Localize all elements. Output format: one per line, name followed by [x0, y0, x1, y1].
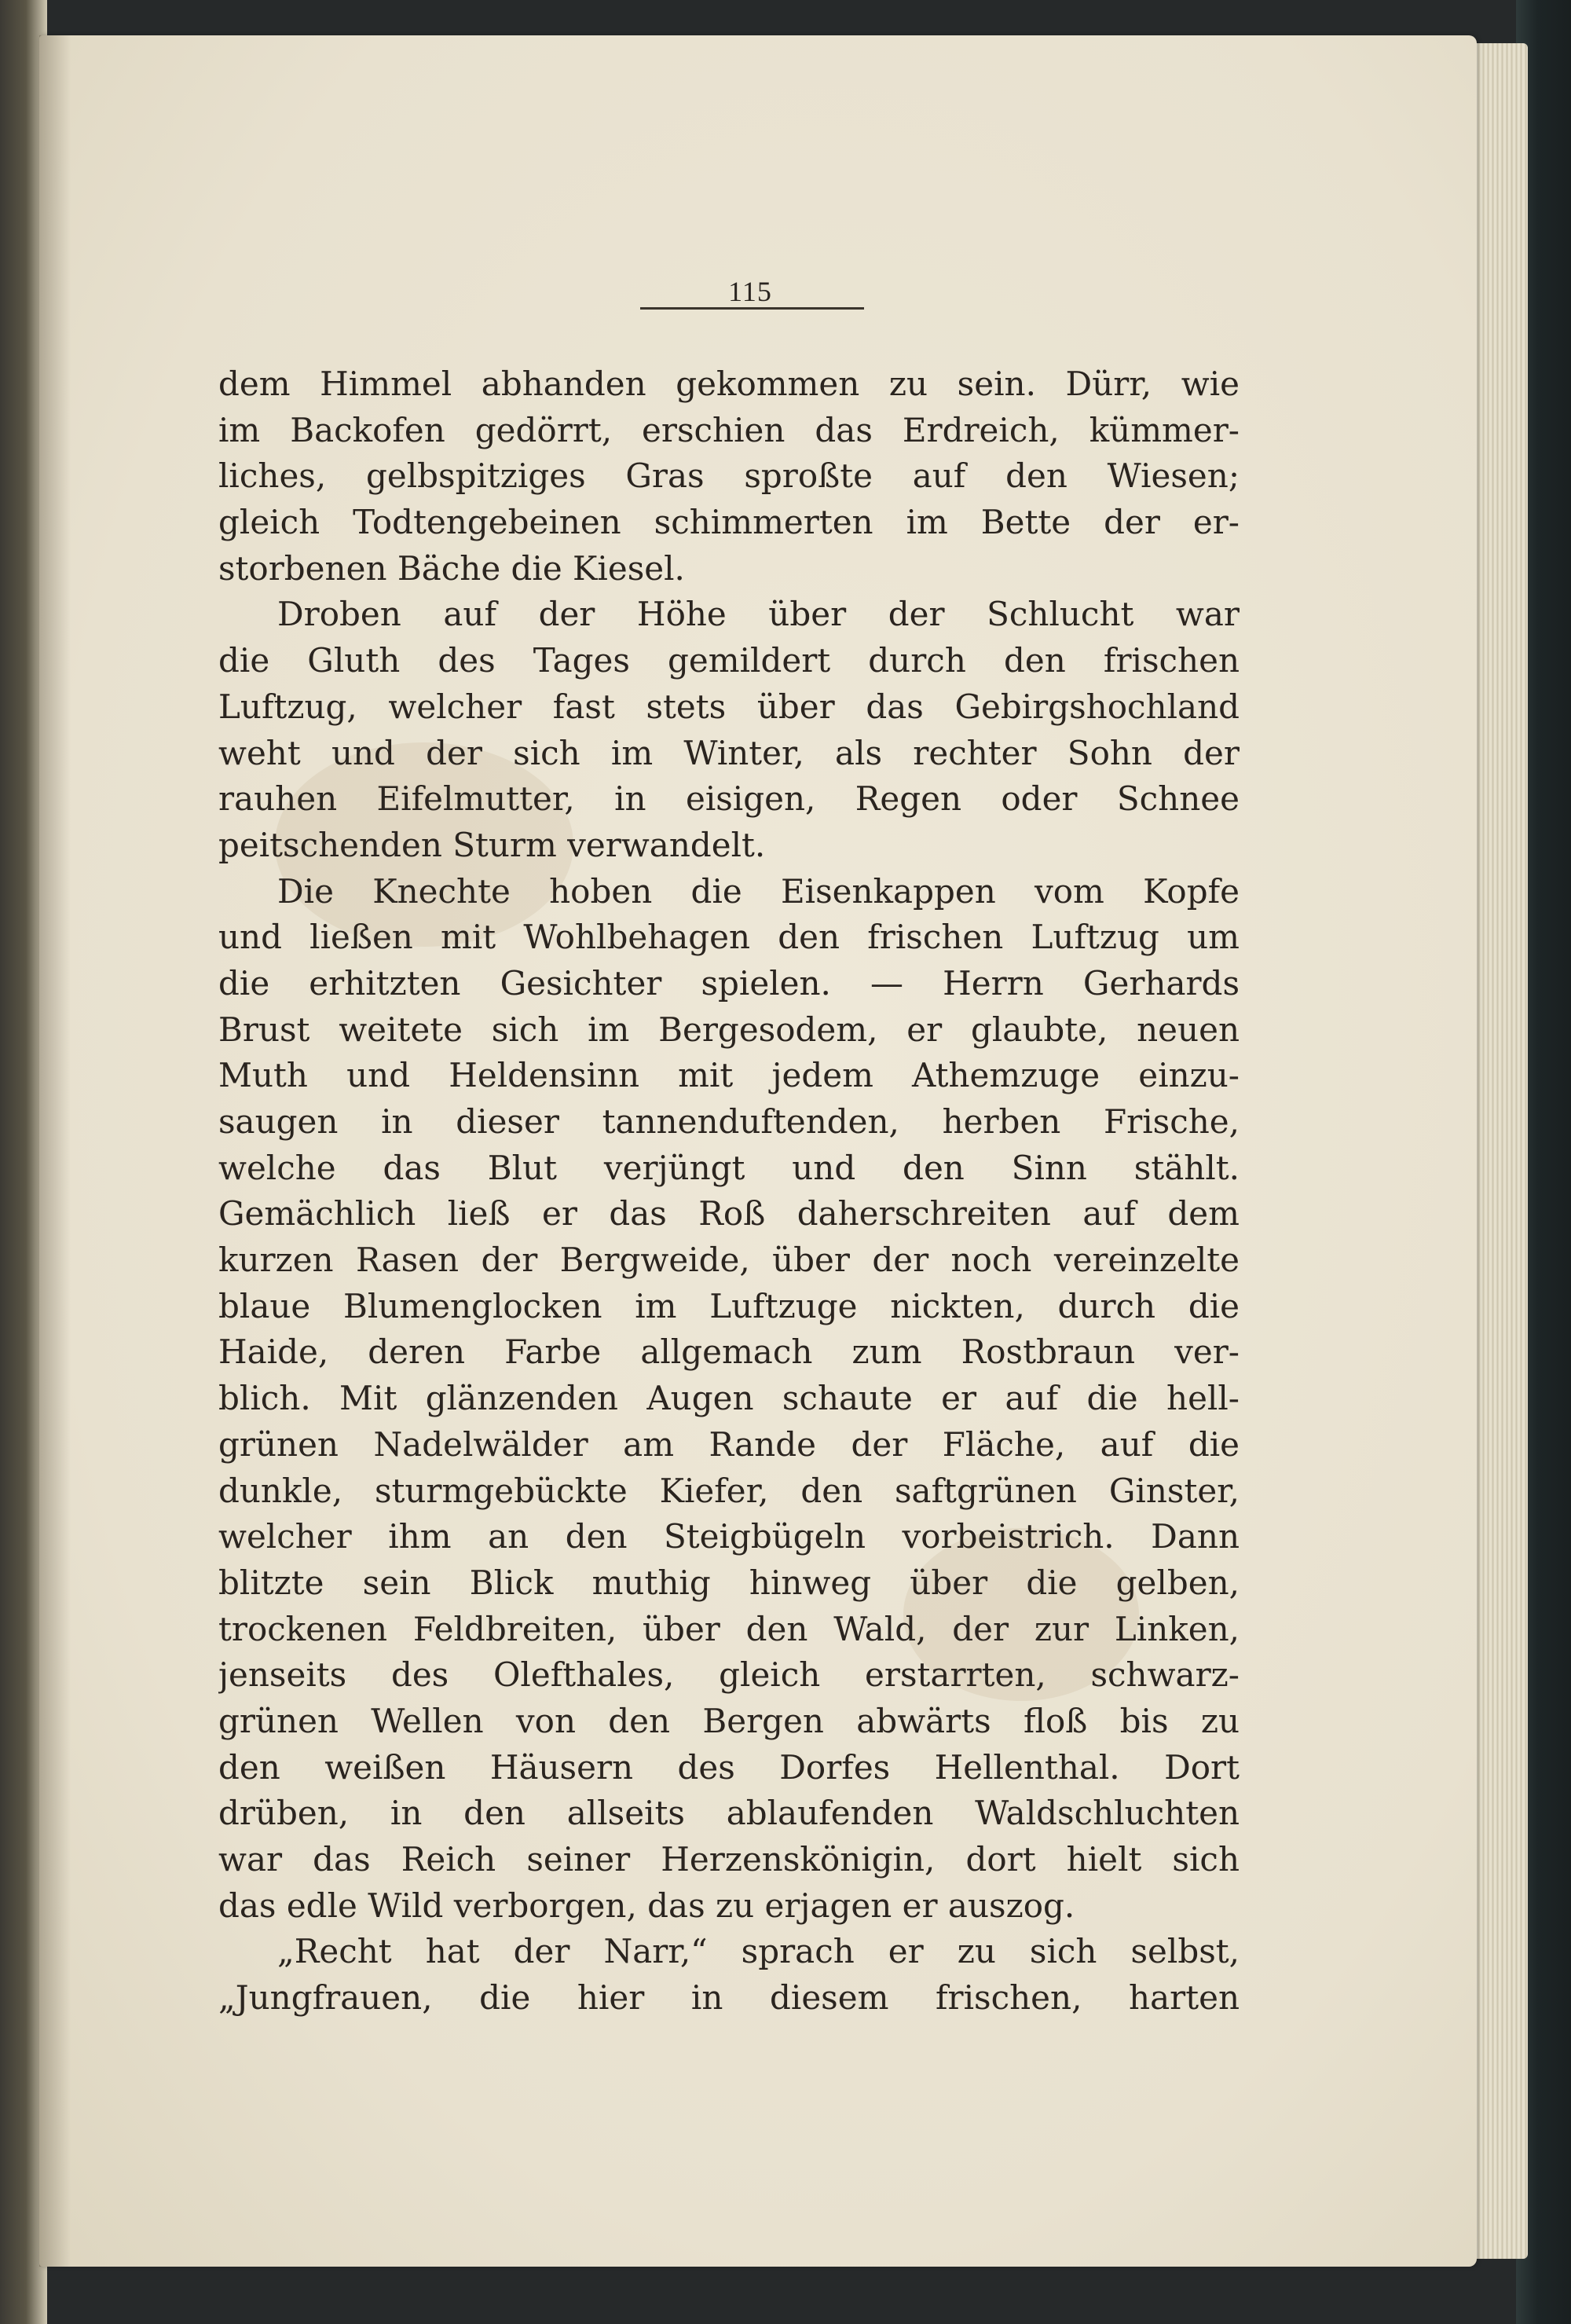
- header-rule: [640, 307, 864, 310]
- text-line: grünen Nadelwälder am Rande der Fläche, auf die: [218, 1424, 1240, 1464]
- text-line: welcher ihm an den Steigbügeln vorbeistrich. Dann: [218, 1517, 1240, 1556]
- book-page: [39, 35, 1477, 2267]
- text-line: trockenen Feldbreiten, über den Wald, der zur Linken,: [218, 1609, 1240, 1648]
- text-line: kurzen Rasen der Bergweide, über der noch vereinzelte: [218, 1241, 1240, 1280]
- text-line: jenseits des Olefthales, gleich erstarrten, schwarz-: [218, 1655, 1240, 1695]
- text-line: storbenen Bäche die Kiesel.: [218, 548, 685, 588]
- gutter-shadow: [39, 35, 71, 2267]
- text-line: weht und der sich im Winter, als rechter Sohn der: [218, 733, 1240, 772]
- text-line: blich. Mit glänzenden Augen schaute er auf die hell-: [218, 1379, 1240, 1418]
- text-line: liches, gelbspitziges Gras sproßte auf den Wiesen;: [218, 456, 1240, 496]
- text-line: gleich Todtengebeinen schimmerten im Bette der er-: [218, 503, 1240, 542]
- text-line: rauhen Eifelmutter, in eisigen, Regen oder Schnee: [218, 779, 1240, 819]
- text-line: Droben auf der Höhe über der Schlucht war: [277, 595, 1240, 634]
- text-line: saugen in dieser tannenduftenden, herben Frische,: [218, 1102, 1240, 1141]
- text-line: Gemächlich ließ er das Roß daherschreiten auf dem: [218, 1194, 1240, 1233]
- text-line: drüben, in den allseits ablaufenden Waldschluchten: [218, 1794, 1240, 1833]
- text-line: war das Reich seiner Herzenskönigin, dort hielt sich: [218, 1840, 1240, 1879]
- text-line: im Backofen gedörrt, erschien das Erdreich, kümmer-: [218, 410, 1240, 449]
- text-line: blitzte sein Blick muthig hinweg über die gelben,: [218, 1563, 1240, 1602]
- text-line: Brust weitete sich im Bergesodem, er glaubte, neuen: [218, 1010, 1240, 1049]
- text-line: das edle Wild verborgen, das zu erjagen er auszog.: [218, 1886, 1075, 1925]
- text-line: Luftzug, welcher fast stets über das Gebirgshochland: [218, 687, 1240, 726]
- text-line: Die Knechte hoben die Eisenkappen vom Kopfe: [277, 871, 1240, 911]
- text-line: blaue Blumenglocken im Luftzuge nickten, durch die: [218, 1286, 1240, 1325]
- text-line: „Jungfrauen, die hier in diesem frischen, harten: [218, 1978, 1240, 2018]
- text-line: den weißen Häusern des Dorfes Hellenthal. Dort: [218, 1747, 1240, 1787]
- body-text: [218, 361, 1240, 2022]
- text-line: grünen Wellen von den Bergen abwärts floß bis zu: [218, 1701, 1240, 1740]
- text-line: Muth und Heldensinn mit jedem Athemzuge einzu-: [218, 1056, 1240, 1095]
- text-line: und ließen mit Wohlbehagen den frischen Luftzug um: [218, 918, 1240, 957]
- text-line: die erhitzten Gesichter spielen. — Herrn Gerhards: [218, 963, 1240, 1003]
- text-line: die Gluth des Tages gemildert durch den frischen: [218, 641, 1240, 680]
- text-line: peitschenden Sturm verwandelt.: [218, 825, 766, 864]
- text-line: dunkle, sturmgebückte Kiefer, den saftgrünen Ginster,: [218, 1471, 1240, 1510]
- text-line: „Recht hat der Narr,“ sprach er zu sich selbst,: [277, 1932, 1240, 1971]
- text-line: dem Himmel abhanden gekommen zu sein. Dürr, wie: [218, 365, 1240, 403]
- page-number: 115: [728, 276, 772, 307]
- text-line: welche das Blut verjüngt und den Sinn stählt.: [218, 1148, 1240, 1187]
- text-line: Haide, deren Farbe allgemach zum Rostbraun ver-: [218, 1332, 1240, 1372]
